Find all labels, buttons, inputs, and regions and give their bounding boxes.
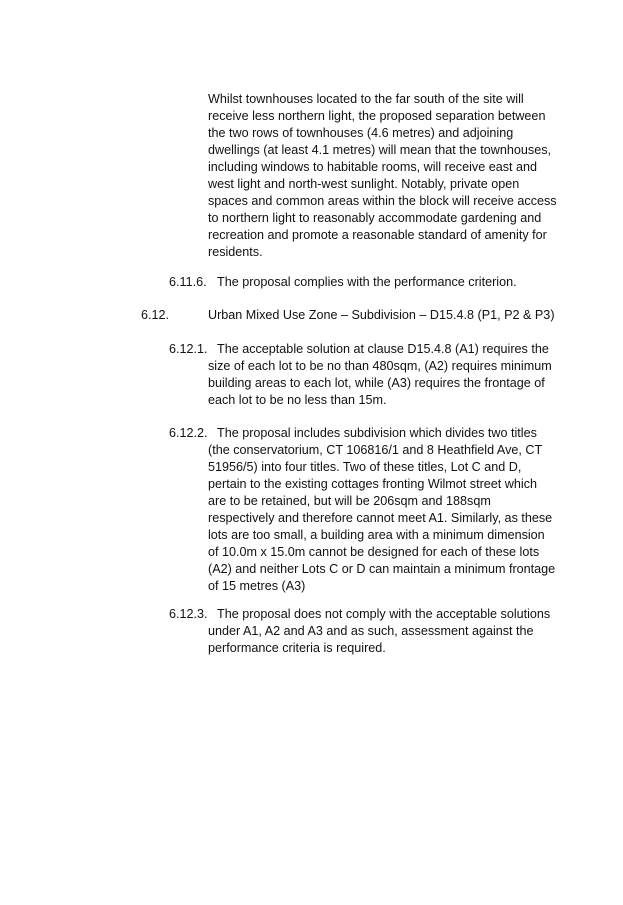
text-line: building areas to each lot, while (A3) requires the frontage of [208, 375, 545, 390]
text-line: Whilst townhouses located to the far south of the site will [208, 92, 524, 106]
text-line: receive less northern light, the proposed separation between [208, 108, 546, 123]
clause-text-6-12-1 [208, 341, 552, 409]
text-line: 51956/5) into four titles. Two of these titles, Lot C and D, [208, 459, 522, 474]
text-line: residents. [208, 244, 263, 259]
section-number-6-12: 6.12. [141, 308, 170, 322]
text-line: (the conservatorium, CT 106816/1 and 8 Heathfield Ave, CT [208, 442, 543, 457]
clause-number-6-11-6: 6.11.6. [169, 275, 207, 289]
intro-paragraph [208, 91, 557, 261]
text-line: the two rows of townhouses (4.6 metres) and adjoining [208, 125, 514, 140]
clause-number-6-12-2: 6.12.2. [169, 426, 208, 440]
text-line: including windows to habitable rooms, will receive east and [208, 159, 538, 174]
clause-number-6-12-3: 6.12.3. [169, 607, 208, 621]
text-line: under A1, A2 and A3 and as such, assessment against the [208, 623, 534, 638]
text-line: recreation and promote a reasonable standard of amenity for [208, 227, 547, 242]
text-line: Urban Mixed Use Zone – Subdivision – D15.4.8 (P1, P2 & P3) [208, 308, 555, 322]
text-line: are to be retained, but will be 206sqm and 188sqm [208, 493, 491, 508]
text-line: The acceptable solution at clause D15.4.8 (A1) requires the [217, 342, 549, 356]
section-heading-6-12 [208, 307, 555, 324]
clause-number-6-12-1: 6.12.1. [169, 342, 208, 356]
text-line: west light and north-west sunlight. Notably, private open [208, 176, 520, 191]
text-line: spaces and common areas within the block will receive access [208, 193, 557, 208]
text-line: performance criteria is required. [208, 640, 386, 655]
text-line: pertain to the existing cottages fronting Wilmot street which [208, 476, 537, 491]
clause-text-6-11-6 [217, 274, 517, 291]
text-line: (A2) and neither Lots C or D can maintain a minimum frontage [208, 561, 556, 576]
text-line: lots are too small, a building area with a minimum dimension [208, 527, 545, 542]
text-line: of 10.0m x 15.0m cannot be designed for each of these lots [208, 544, 540, 559]
text-line: The proposal does not comply with the acceptable solutions [217, 607, 551, 621]
text-line: The proposal complies with the performance criterion. [217, 275, 517, 289]
text-line: to northern light to reasonably accommodate gardening and [208, 210, 542, 225]
text-line: dwellings (at least 4.1 metres) will mean that the townhouses, [208, 142, 551, 157]
text-line: size of each lot to be no than 480sqm, (A2) requires minimum [208, 358, 552, 373]
clause-text-6-12-2 [208, 425, 555, 595]
clause-text-6-12-3 [208, 606, 550, 657]
text-line: The proposal includes subdivision which divides two titles [217, 426, 537, 440]
text-line: of 15 metres (A3) [208, 578, 306, 593]
text-line: each lot to be no less than 15m. [208, 392, 387, 407]
text-line: respectively and therefore cannot meet A1. Similarly, as these [208, 510, 553, 525]
